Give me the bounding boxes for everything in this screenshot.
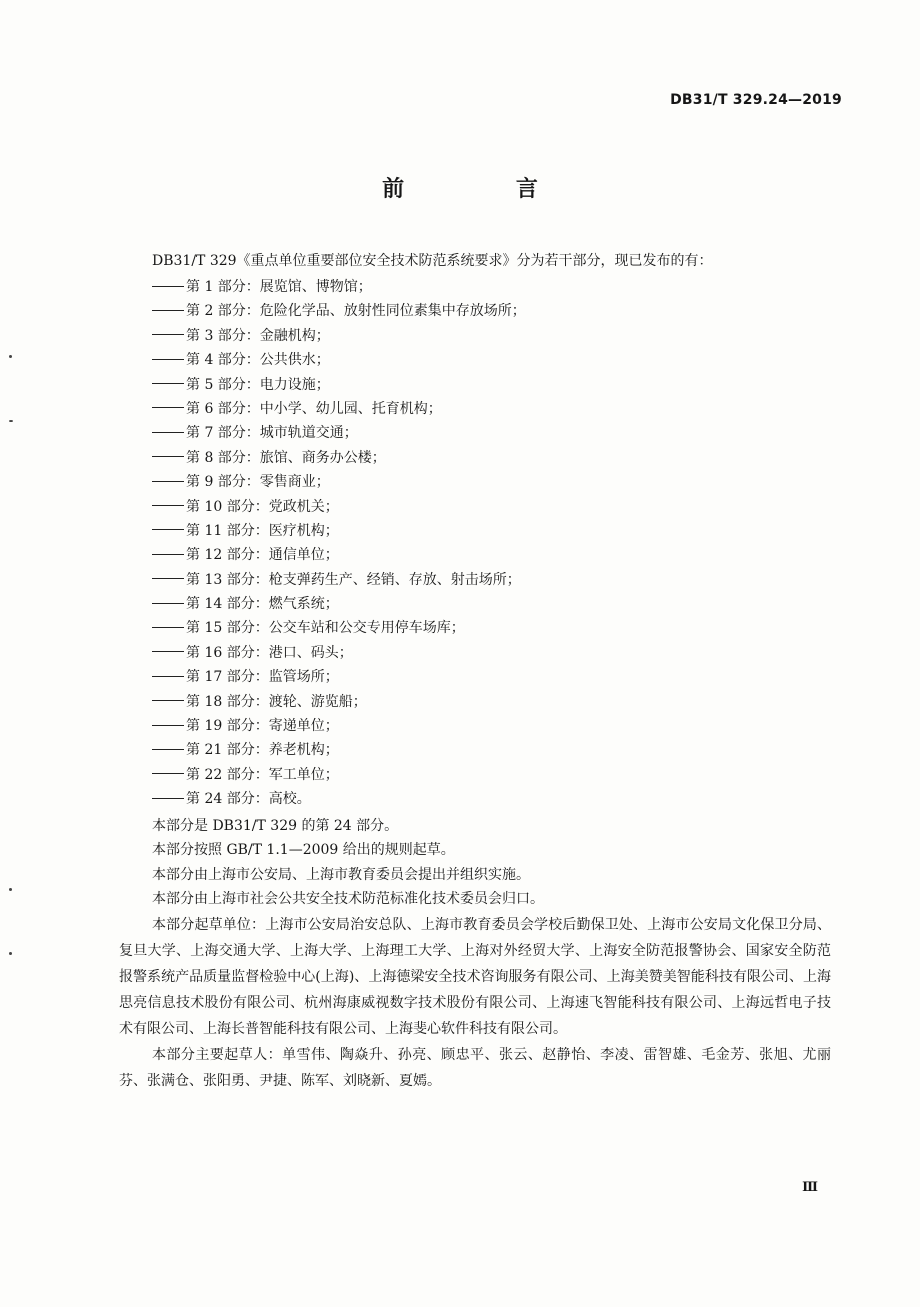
em-dash bbox=[152, 359, 184, 360]
em-dash bbox=[152, 627, 184, 628]
list-item: 第 24 部分：高校。 bbox=[152, 787, 526, 811]
proposed-by-statement: 本部分由上海市公安局、上海市教育委员会提出并组织实施。 bbox=[152, 866, 530, 883]
em-dash bbox=[152, 651, 184, 652]
scan-speck bbox=[9, 420, 13, 422]
list-item: 第 4 部分：公共供水； bbox=[152, 348, 526, 372]
scan-speck bbox=[9, 952, 12, 955]
list-item: 第 1 部分：展览馆、博物馆； bbox=[152, 275, 526, 299]
parts-list bbox=[152, 275, 526, 812]
main-drafters-paragraph: 本部分主要起草人：单雪伟、陶焱升、孙亮、顾忠平、张云、赵静怡、李凌、雷智雄、毛金芳、张旭、尤丽芬、张满仓、张阳勇、尹捷、陈军、刘晓新、夏嫣。 bbox=[119, 1046, 831, 1089]
em-dash bbox=[152, 578, 184, 579]
em-dash bbox=[152, 334, 184, 335]
list-item: 第 9 部分：零售商业； bbox=[152, 470, 526, 494]
em-dash bbox=[152, 676, 184, 677]
list-item: 第 11 部分：医疗机构； bbox=[152, 519, 526, 543]
page-title: 前 言 bbox=[382, 177, 590, 202]
list-item: 第 16 部分：港口、码头； bbox=[152, 641, 526, 665]
em-dash bbox=[152, 456, 184, 457]
list-item: 第 5 部分：电力设施； bbox=[152, 373, 526, 397]
drafting-units-paragraph: 本部分起草单位：上海市公安局治安总队、上海市教育委员会学校后勤保卫处、上海市公安局文化保卫分局、复旦大学、上海交通大学、上海大学、上海理工大学、上海对外经贸大学、上海安全防范报警协会、国家安全防范报警系统产品质量监督检验中心(上海)、上海德梁安全技术咨询服务有限公司、上海美赞美智能科技有限公司、上海思亮信息技术股份有限公司、杭州海康威视数字技术股份有限公司、上海速飞智能科技有限公司、上海远哲电子技术有限公司、上海长普智能科技有限公司、上海斐心软件科技有限公司。 bbox=[119, 916, 831, 1037]
em-dash bbox=[152, 554, 184, 555]
list-item: 第 15 部分：公交车站和公交专用停车场库； bbox=[152, 616, 526, 640]
list-item: 第 19 部分：寄递单位； bbox=[152, 714, 526, 738]
em-dash bbox=[152, 798, 184, 799]
intro-paragraph: DB31/T 329《重点单位重要部位安全技术防范系统要求》分为若干部分，现已发布的有： bbox=[152, 253, 713, 269]
list-item: 第 12 部分：通信单位； bbox=[152, 543, 526, 567]
list-item: 第 7 部分：城市轨道交通； bbox=[152, 421, 526, 445]
list-item: 第 13 部分：枪支弹药生产、经销、存放、射击场所； bbox=[152, 568, 526, 592]
drafting-rules-statement: 本部分按照 GB/T 1.1—2009 给出的规则起草。 bbox=[152, 842, 455, 859]
em-dash bbox=[152, 749, 184, 750]
em-dash bbox=[152, 407, 184, 408]
em-dash bbox=[152, 505, 184, 506]
em-dash bbox=[152, 773, 184, 774]
em-dash bbox=[152, 700, 184, 701]
scan-speck bbox=[9, 888, 12, 891]
list-item: 第 14 部分：燃气系统； bbox=[152, 592, 526, 616]
em-dash bbox=[152, 286, 184, 287]
list-item: 第 17 部分：监管场所； bbox=[152, 665, 526, 689]
em-dash bbox=[152, 310, 184, 311]
list-item: 第 2 部分：危险化学品、放射性同位素集中存放场所； bbox=[152, 299, 526, 323]
em-dash bbox=[152, 481, 184, 482]
standard-code: DB31/T 329.24—2019 bbox=[670, 92, 842, 108]
em-dash bbox=[152, 432, 184, 433]
em-dash bbox=[152, 383, 184, 384]
list-item: 第 21 部分：养老机构； bbox=[152, 738, 526, 762]
list-item: 第 22 部分：军工单位； bbox=[152, 763, 526, 787]
list-item: 第 6 部分：中小学、幼儿园、托育机构； bbox=[152, 397, 526, 421]
statements-section bbox=[119, 814, 831, 1094]
list-item: 第 8 部分：旅馆、商务办公楼； bbox=[152, 446, 526, 470]
list-item: 第 3 部分：金融机构； bbox=[152, 324, 526, 348]
page-number: Ⅲ bbox=[802, 1180, 818, 1195]
em-dash bbox=[152, 603, 184, 604]
managed-by-statement: 本部分由上海市社会公共安全技术防范标准化技术委员会归口。 bbox=[152, 891, 544, 908]
em-dash bbox=[152, 529, 184, 530]
em-dash bbox=[152, 725, 184, 726]
scan-speck bbox=[9, 355, 12, 358]
list-item: 第 10 部分：党政机关； bbox=[152, 495, 526, 519]
part-of-statement: 本部分是 DB31/T 329 的第 24 部分。 bbox=[152, 818, 399, 834]
list-item: 第 18 部分：渡轮、游览船； bbox=[152, 690, 526, 714]
